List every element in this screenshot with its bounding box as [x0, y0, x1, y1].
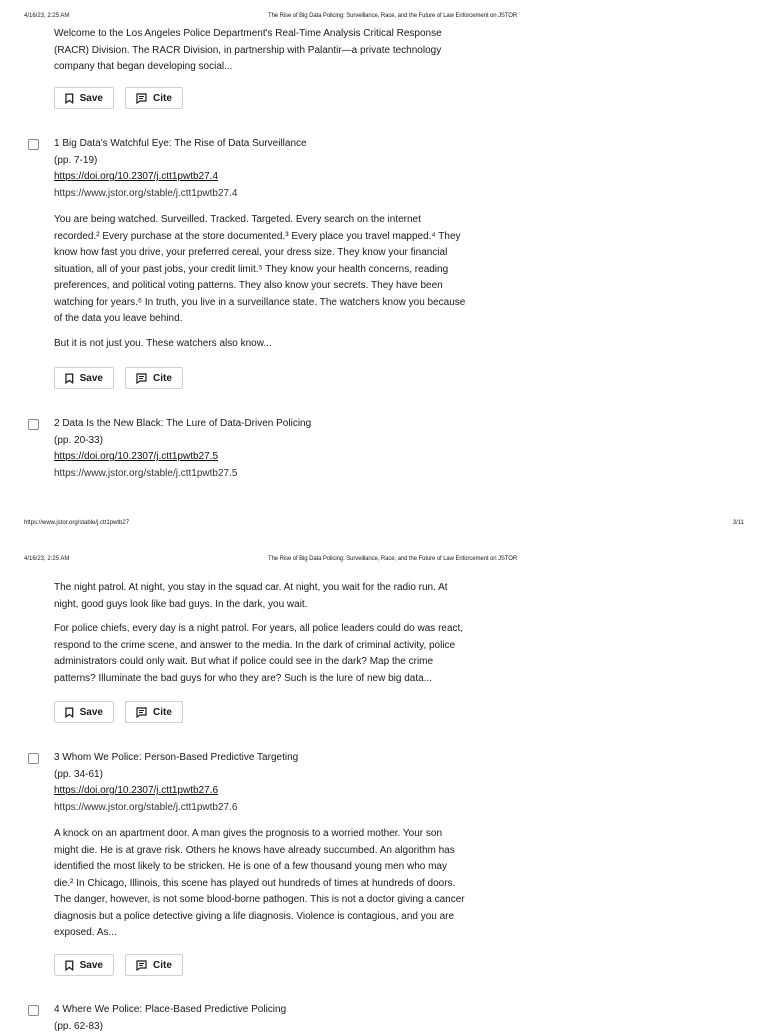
- save-label: Save: [80, 707, 103, 718]
- chapter-stable-url: https://www.jstor.org/stable/j.ctt1pwtb27.4: [54, 186, 554, 203]
- chapter-1-excerpt: [54, 212, 494, 352]
- save-button[interactable]: [54, 954, 114, 976]
- chapter-3: [54, 750, 554, 816]
- cite-button[interactable]: [125, 367, 183, 389]
- chapter-doi-link[interactable]: https://doi.org/10.2307/j.ctt1pwtb27.4: [54, 169, 554, 186]
- chapter-title[interactable]: 4 Where We Police: Place-Based Predictive Policing: [54, 1002, 554, 1019]
- excerpt-line: The night patrol. At night, you stay in the squad car. At night, you wait for the radio run. At: [54, 580, 494, 597]
- chapter-stable-url: https://www.jstor.org/stable/j.ctt1pwtb27.6: [54, 800, 554, 817]
- chapter-checkbox[interactable]: [28, 139, 39, 150]
- quote-icon: [136, 93, 147, 104]
- print-date: 4/16/23, 2:25 AM: [24, 556, 69, 562]
- cite-label: Cite: [153, 93, 172, 104]
- chapter-pages: (pp. 34-61): [54, 767, 554, 784]
- quote-icon: [136, 707, 147, 718]
- excerpt-line: preferences, and political voting patterns. They also know your secrets. They have been: [54, 278, 494, 295]
- excerpt-line: of the data you leave behind.: [54, 311, 494, 328]
- chapter-4: [54, 1002, 554, 1035]
- excerpt-paragraph: [54, 212, 494, 328]
- save-button[interactable]: [54, 701, 114, 723]
- save-button[interactable]: [54, 87, 114, 109]
- excerpt-line: identified the most likely to be stricken. He is one of a few thousand young men who may: [54, 859, 494, 876]
- excerpt-line: company that began developing social...: [54, 59, 494, 76]
- chapter-title[interactable]: 1 Big Data's Watchful Eye: The Rise of Data Surveillance: [54, 136, 554, 153]
- excerpt-paragraph: [54, 580, 494, 613]
- excerpt-line: The danger, however, is not some blood-borne pathogen. This is not a doctor giving a cancer: [54, 892, 494, 909]
- excerpt-line: But it is not just you. These watchers also know...: [54, 336, 494, 353]
- excerpt-paragraph: [54, 336, 494, 353]
- chapter-pages: (pp. 62-83): [54, 1019, 554, 1035]
- chapter-checkbox[interactable]: [28, 1005, 39, 1016]
- chapter-2-excerpt: [54, 580, 494, 687]
- excerpt-line: For police chiefs, every day is a night patrol. For years, all police leaders could do was react,: [54, 621, 494, 638]
- cite-button[interactable]: [125, 954, 183, 976]
- chapter-doi-link[interactable]: https://doi.org/10.2307/j.ctt1pwtb27.5: [54, 449, 554, 466]
- bookmark-icon: [65, 93, 74, 104]
- cite-button[interactable]: [125, 701, 183, 723]
- print-header: [0, 13, 768, 25]
- excerpt-line: might die. He is at grave risk. Others he knows have already succumbed. An algorithm has: [54, 843, 494, 860]
- chapter-pages: (pp. 7-19): [54, 153, 554, 170]
- excerpt-line: situation, all of your past jobs, your credit limit.⁵ They know your health concerns, reading: [54, 262, 494, 279]
- excerpt-line: diagnosis but a police detective giving a life diagnosis. Violence is contagious, and you are: [54, 909, 494, 926]
- excerpt-paragraph: [54, 826, 494, 942]
- excerpt-line: A knock on an apartment door. A man gives the prognosis to a worried mother. Your son: [54, 826, 494, 843]
- chapter-checkbox[interactable]: [28, 753, 39, 764]
- chapter-doi-link[interactable]: https://doi.org/10.2307/j.ctt1pwtb27.6: [54, 783, 554, 800]
- excerpt-line: know how fast you drive, your preferred cereal, your dress size. They know your financial: [54, 245, 494, 262]
- chapter-3-excerpt: [54, 826, 494, 942]
- excerpt-line: Welcome to the Los Angeles Police Department's Real-Time Analysis Critical Response: [54, 26, 494, 43]
- bookmark-icon: [65, 960, 74, 971]
- chapter-1: [54, 136, 554, 202]
- save-label: Save: [80, 960, 103, 971]
- print-date: 4/16/23, 2:25 AM: [24, 13, 69, 19]
- quote-icon: [136, 373, 147, 384]
- chapter-2-actions: [54, 701, 183, 725]
- cite-button[interactable]: [125, 87, 183, 109]
- chapter-stable-url: https://www.jstor.org/stable/j.ctt1pwtb27.5: [54, 466, 554, 483]
- save-label: Save: [80, 93, 103, 104]
- print-title: The Rise of Big Data Policing: Surveillance, Race, and the Future of Law Enforcement on JSTOR: [268, 556, 517, 562]
- cite-label: Cite: [153, 373, 172, 384]
- bookmark-icon: [65, 707, 74, 718]
- intro-actions: [54, 87, 183, 111]
- excerpt-line: respond to the crime scene, and answer to the media. In the dark of criminal activity, police: [54, 638, 494, 655]
- chapter-title[interactable]: 2 Data Is the New Black: The Lure of Data-Driven Policing: [54, 416, 554, 433]
- print-header: [0, 556, 768, 568]
- excerpt-line: die.² In Chicago, Illinois, this scene has played out hundreds of times at hundreds of doors.: [54, 876, 494, 893]
- print-title: The Rise of Big Data Policing: Surveillance, Race, and the Future of Law Enforcement on JSTOR: [268, 13, 517, 19]
- save-button[interactable]: [54, 367, 114, 389]
- excerpt-paragraph: [54, 621, 494, 687]
- excerpt-line: patterns? Illuminate the bad guys for who they are? Such is the lure of new big data...: [54, 671, 494, 688]
- quote-icon: [136, 960, 147, 971]
- chapter-pages: (pp. 20-33): [54, 433, 554, 450]
- chapter-checkbox[interactable]: [28, 419, 39, 430]
- intro-excerpt: [54, 26, 494, 76]
- excerpt-line: exposed. As...: [54, 925, 494, 942]
- excerpt-line: watching for years.⁶ In truth, you live in a surveillance state. The watchers know you because: [54, 295, 494, 312]
- chapter-1-actions: [54, 367, 183, 391]
- bookmark-icon: [65, 373, 74, 384]
- footer-url: https://www.jstor.org/stable/j.ctt1pwtb27: [24, 520, 129, 526]
- chapter-2: [54, 416, 554, 482]
- chapter-title[interactable]: 3 Whom We Police: Person-Based Predictive Targeting: [54, 750, 554, 767]
- excerpt-line: recorded.² Every purchase at the store documented.³ Every place you travel mapped.⁴ They: [54, 229, 494, 246]
- excerpt-line: You are being watched. Surveilled. Tracked. Targeted. Every search on the internet: [54, 212, 494, 229]
- excerpt-line: night, good guys look like bad guys. In the dark, you wait.: [54, 597, 494, 614]
- footer-page-number: 3/11: [733, 520, 744, 526]
- cite-label: Cite: [153, 960, 172, 971]
- excerpt-line: administrators could only wait. But what if police could see in the dark? Map the crime: [54, 654, 494, 671]
- save-label: Save: [80, 373, 103, 384]
- excerpt-line: (RACR) Division. The RACR Division, in partnership with Palantir—a private technology: [54, 43, 494, 60]
- chapter-3-actions: [54, 954, 183, 978]
- cite-label: Cite: [153, 707, 172, 718]
